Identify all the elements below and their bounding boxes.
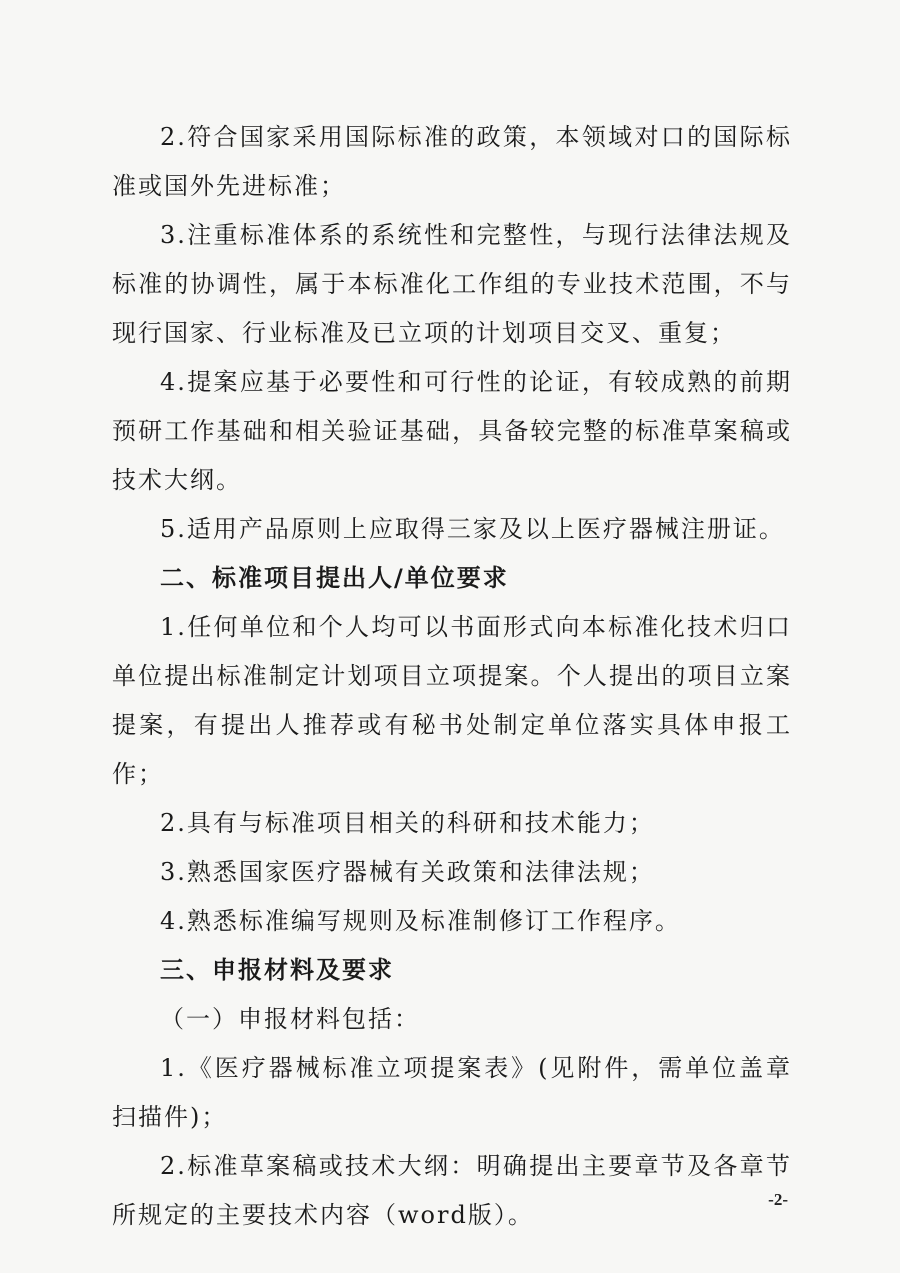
section-heading: 二、标准项目提出人/单位要求	[160, 564, 509, 592]
paragraph: 3.熟悉国家医疗器械有关政策和法律法规；	[160, 858, 655, 886]
document-body	[112, 113, 792, 1240]
paragraph: 4.熟悉标准编写规则及标准制修订工作程序。	[160, 907, 681, 935]
page-number: -2-	[768, 1190, 788, 1209]
paragraph: 2.具有与标准项目相关的科研和技术能力；	[160, 809, 655, 837]
paragraph: 5.适用产品原则上应取得三家及以上医疗器械注册证。	[160, 515, 785, 543]
section-heading: 三、申报材料及要求	[160, 956, 394, 984]
paragraph: 1.《医疗器械标准立项提案表》(见附件，需单位盖章扫描件)；	[112, 1054, 792, 1131]
paragraph: 4.提案应基于必要性和可行性的论证，有较成熟的前期预研工作基础和相关验证基础，具备较完整的标准草案稿或技术大纲。	[112, 368, 792, 494]
paragraph: 3.注重标准体系的系统性和完整性，与现行法律法规及标准的协调性，属于本标准化工作组的专业技术范围，不与现行国家、行业标准及已立项的计划项目交叉、重复；	[112, 221, 792, 347]
paragraph: （一）申报材料包括：	[160, 1005, 420, 1033]
paragraph: 2.符合国家采用国际标准的政策，本领域对口的国际标准或国外先进标准；	[112, 123, 792, 200]
paragraph: 2.标准草案稿或技术大纲：明确提出主要章节及各章节所规定的主要技术内容（word版）。	[112, 1152, 792, 1229]
paragraph: 1.任何单位和个人均可以书面形式向本标准化技术归口单位提出标准制定计划项目立项提案。个人提出的项目立案提案，有提出人推荐或有秘书处制定单位落实具体申报工作；	[112, 613, 792, 788]
